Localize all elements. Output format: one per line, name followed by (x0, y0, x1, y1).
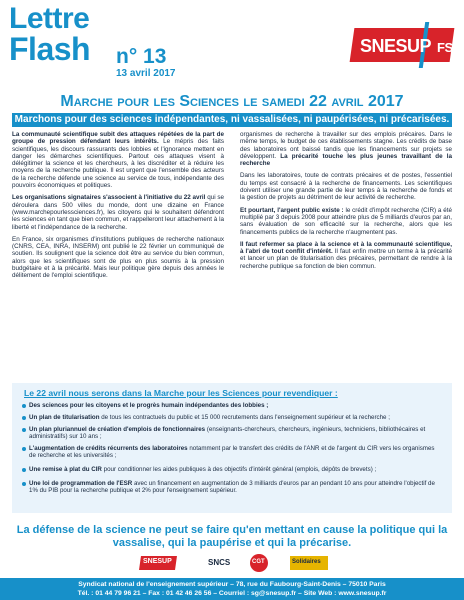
header (0, 0, 464, 82)
paragraph: La communauté scientifique subit des attaques répétées de la part de groupe de pression défendant leurs intérêts. Le mépris des faits scientifiques, les discours rassurants des lobbies et l'ignorance mettent en danger les démarches scientifiques. Partout ces attaques visent à délégitimer la science et les chercheurs, à les discréditer et à réduire les moyens de la recherche publique. Il est urgent que l'ensemble des acteurs de la recherche défende une science au service de tous, indépendante des pouvoirs économiques et politiques. (12, 131, 224, 190)
partner-logos (0, 554, 464, 574)
solidaires-logo: Solidaires (290, 554, 328, 574)
list-item: Un plan de titularisation de tous les contractuels du public et 15 000 recrutements dans l'enseignement supérieur et la recherche ; (22, 414, 442, 421)
issue-date: 13 avril 2017 (116, 68, 176, 79)
paragraph: Dans les laboratoires, toute de contrats précaires et de postes, l'essentiel du temps est consacré à la recherche de financements. Les scientifiques doivent utiliser une grande partie de leur temps à la recherche de fonds et la gestion de projets au détriment de leur activité de recherche. (240, 172, 452, 202)
list-item: Des sciences pour les citoyens et le progrès humain indépendantes des lobbies ; (22, 402, 442, 409)
issue-number: n° 13 (116, 45, 167, 68)
footer-contact: Tél. : 01 44 79 96 21 – Fax : 01 42 46 26 56 – Courriel : sg@snesup.fr – Site Web : www.snesup.fr (77, 590, 387, 597)
left-column (12, 131, 224, 285)
paragraph: En France, six organismes d'institutions publiques de recherche nationaux (CNRS, CEA, INRA, INSERM) ont publié le 22 février un communiqué de soutien. Ils soulignent que la science doit être au service du bien commun, alors que les scientifiques sont de plus en plus soumis à la pression budgétaire et à la précarité. Mais leur politique gère depuis des années le délitement de l'emploi scientifique. (12, 235, 224, 280)
conclusion: La défense de la science ne peut se faire qu'en mettant en cause la politique qui la vassalise, qui la paupérise et qui la précarise. (16, 524, 448, 549)
right-column (240, 131, 452, 275)
footer-address: Syndicat national de l'enseignement supérieur – 78, rue du Faubourg-Saint-Denis – 75010 Paris (78, 581, 386, 588)
snesup-logo: SNESUP FSU (352, 22, 452, 70)
footer (0, 578, 464, 600)
list-item: Une loi de programmation de l'ESR avec un financement en augmentation de 3 milliards d'euros par an pendant 10 ans pour atteindre l'objectif de 1% du PIB pour la recherche publique et 2% pour l'enseignement supérieur. (22, 480, 442, 494)
page-subtitle: Marchons pour des sciences indépendantes, ni vassalisées, ni paupérisées, ni précarisées. (12, 113, 452, 127)
brand-lettre: Lettre (9, 2, 90, 35)
brand-flash: Flash (9, 31, 91, 67)
paragraph: Les organisations signataires s'associent à l'initiative du 22 avril qui se déroulera dans 500 villes du monde, dont une dizaine en France (www.marchepourlessciences.fr), les citoyens qui le souhaitent défendront les sciences en tant que bien commun, et rappelleront leur attachement à la liberté et l'indépendance de la recherche. (12, 194, 225, 231)
snesup-partner-logo: SNESUP (140, 554, 176, 574)
list-item: Un plan pluriannuel de création d'emplois de fonctionnaires (enseignants-chercheurs, chercheurs, ingénieurs, techniciens, bibliothécaires et administratifs) sur 10 ans ; (22, 426, 442, 440)
paragraph: Et pourtant, l'argent public existe : le crédit d'impôt recherche (CIR) a été multiplié par 3 depuis 2008 pour atteindre plus de 5 milliards d'euros par an, sans évaluation de son efficacité sur la recherche, alors que les financements publics de la recherche n'augmentent pas. (240, 206, 452, 236)
demands-title: Le 22 avril nous serons dans la Marche pour les Sciences pour revendiquer : (24, 388, 338, 398)
list-item: Une remise à plat du CIR pour conditionner les aides publiques à des objectifs d'intérêt général (emplois, dépôts de brevets) ; (22, 466, 442, 473)
paragraph: Il faut refermer sa place à la science et à la communauté scientifique, à l'abri de tout conflit d'intérêt. Il faut enfin mettre un terme à la précarité et lancer un plan de titularisation des précaires, permettant de rendre à la recherche publique sa fonction de bien commun. (240, 240, 453, 270)
list-item: L'augmentation de crédits récurrents des laboratoires notamment par le transfert des crédits de l'ANR et de l'argent du CIR vers les organismes de recherche et les universités ; (22, 445, 442, 459)
cgt-logo: CGT (250, 554, 268, 574)
sncs-logo: SNCS (208, 558, 231, 567)
page-title: Marche pour les Sciences le samedi 22 avril 2017 (60, 93, 404, 110)
paragraph: organismes de recherche à travailler sur des emplois précaires. Dans le même temps, le budget de ces établissements stagne. Les crédits de base des laboratoires ont baissé tandis que les financements sur projets se développent. La précarité touche les plus jeunes travaillant de la recherche (240, 131, 452, 168)
